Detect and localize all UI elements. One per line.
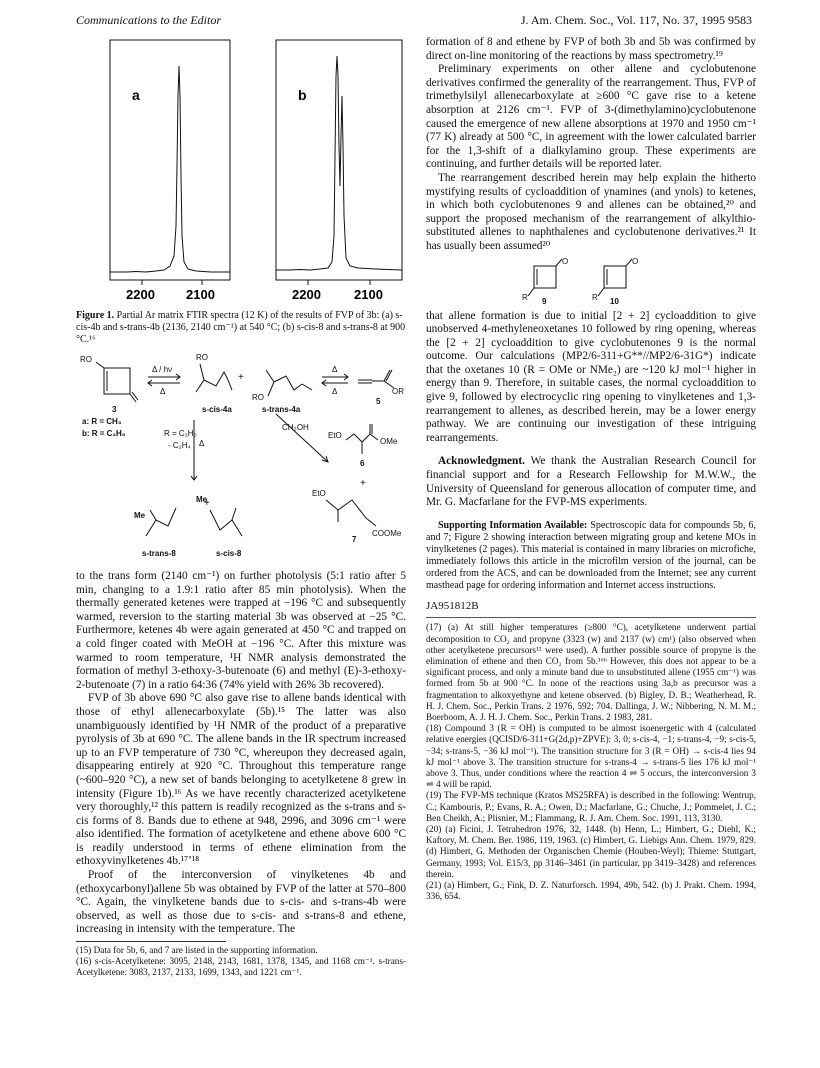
footnote-rule-left	[76, 941, 226, 942]
spectrum-a-trace	[110, 66, 230, 272]
scheme-label-3: 3	[112, 405, 117, 414]
cyclobutenone-3-ring	[104, 368, 130, 394]
scheme-label-hv: Δ / hν	[152, 365, 173, 374]
scheme-label-ro3: RO	[252, 393, 264, 402]
scheme-label-4a-cis: s-cis-4a	[202, 405, 232, 414]
scheme-label-me2: Me	[134, 511, 146, 520]
tick-label-b-2200: 2200	[292, 287, 321, 302]
structures-9-10	[426, 256, 756, 308]
panel-b-label: b	[298, 87, 307, 103]
left-column	[76, 36, 406, 979]
scheme-label-delta4: Δ	[199, 439, 205, 448]
acknowledgment-text: We thank the Australian Research Council for financial support and for a Research Fellowship for M.W.W., the University of Queensland for generous allocation of computer time, and Mr. G. Macfarlane for the FVP-MS experiments.	[426, 455, 756, 509]
structure-9-label: 9	[542, 296, 547, 306]
scheme-label-5: 5	[376, 397, 381, 406]
footnote-15: (15) Data for 5b, 6, and 7 are listed in the supporting information.	[76, 945, 318, 956]
running-header-left: Communications to the Editor	[76, 13, 221, 27]
left-paragraph-1: to the trans form (2140 cm⁻¹) on further photolysis (5:1 ratio after 5 min, changing to a 1.9:1 ratio after 85 min photolysis). When the thermally generated ketenes were trapped at −196 °C and subsequently warmed, reversion to the starting material 3b was observed at −25 °C. Furthermore, ketenes 4b were again generated at 450 °C and trapped on a cold finger coated with MeOH at −196 °C. After this mixture was warmed to room temperature, ¹H NMR analysis demonstrated the formation of methyl 3-ethoxy-3-butenoate (6) and methyl (E)-3-ethoxy-2-butenoate (7) in a ratio 64:36 (74% yield with 26% 3b recovered).	[76, 570, 406, 691]
structure-9-r: R	[522, 292, 528, 302]
tick-label-a-2100: 2100	[186, 287, 215, 302]
scheme-plus1: +	[238, 372, 244, 383]
running-header-right: J. Am. Chem. Soc., Vol. 117, No. 37, 1995 9583	[520, 13, 752, 27]
left-paragraph-3: Proof of the interconversion of vinylketenes 4b and (ethoxycarbonyl)allene 5b was obtained by FVP of the latter at 570–800 °C. Again, the vinylketene bands due to s-cis- and s-trans-4b were observed, as well as those due to s-cis- and s-trans-8 and ethene, increasing in intensity with the temperature. The	[76, 869, 406, 936]
scheme-label-ro1: RO	[80, 355, 92, 364]
right-paragraph-4: that allene formation is due to initial [2 + 2] cycloaddition to give unobserved 4-methyleneoxetanes 10 followed by ring opening, whereas the [2 + 2] cycloaddition to give cyclobutenones 9 is the normal outcome. Our calculations (MP2/6-311+G**//MP2/6-31G*) indicate that the oxetanes 10 (R = OMe or NMe₂) are ~120 kJ mol⁻¹ higher in energy than 9. Therefore, in suitable cases, the normal cycloaddition to give 9, followed by electrocyclic ring opening to vinylketenes and 1,3-rearrangement to allenes, as described herein, may be a lower energy pathway. We are continuing our investigation of these intriguing rearrangements.	[426, 309, 756, 444]
figure-1-spectra	[76, 36, 406, 308]
figure-1-caption-text: Partial Ar matrix FTIR spectra (12 K) of the results of FVP of 3b: (a) s-cis-4b and s-trans-4b (2136, 2140 cm⁻¹) at 540 °C; (b) s-cis-8 and s-trans-8 at 900 °C.¹⁶	[76, 310, 406, 345]
tick-label-a-2200: 2200	[126, 287, 155, 302]
scheme-label-8-trans: s-trans-8	[142, 549, 176, 558]
structure-9-o: O	[562, 256, 569, 266]
scheme-label-delta3: Δ	[332, 387, 338, 396]
scheme-label-coome: COOMe	[372, 529, 402, 538]
scheme-label-me1: Me	[196, 495, 208, 504]
right-column	[426, 36, 756, 902]
structure-10-o: O	[632, 256, 639, 266]
scheme-label-eto1: EtO	[328, 431, 342, 440]
supporting-info	[426, 520, 756, 592]
scheme-label-ra: a: R = CH₃	[82, 417, 122, 426]
right-paragraph-2: Preliminary experiments on other allene and cyclobutenone derivatives confirmed the generality of the rearrangement. Thus, FVP of trimethylsilyl allenecarboxylate at ≥600 °C gave rise to a ketene absorption at 2126 cm⁻¹. FVP of 3-(dimethylamino)cyclobutenone caused the emergence of new allene absorptions at 1970 and 1950 cm⁻¹ (77 K) already at 500 °C, in agreement with the lower calculated barrier for the 1,3-shift of a dialkylamino group. These experiments are continuing, and further details will be reported later.	[426, 63, 756, 171]
scheme-label-rb: b: R = C₂H₅	[82, 429, 126, 438]
footnote-21: (21) (a) Himbert, G.; Fink, D. Z. Naturforsch. 1994, 49b, 542. (b) J. Prakt. Chem. 1994, 336, 654.	[426, 880, 756, 902]
scheme-label-delta2: Δ	[332, 365, 338, 374]
scheme-label-6: 6	[360, 459, 365, 468]
tick-label-b-2100: 2100	[354, 287, 383, 302]
right-paragraph-1: formation of 8 and ethene by FVP of both 3b and 5b was confirmed by direct on-line monitoring of the reactions by mass spectrometry.¹⁹	[426, 36, 756, 62]
footnote-19: (19) The FVP-MS technique (Kratos MS25RFA) is described in the following: Wentrup, C.; Kambouris, P.; Evans, R. A.; Owen, D.; Macfarlane, G.; Chuche, J.; Pommelet, J. C.; Ben Cheikh, A.; Plisnier, M.; Flammang, R. J. Am. Chem. Soc. 1991, 113, 3130.	[426, 790, 756, 823]
scheme-label-8-cis: s-cis-8	[216, 549, 242, 558]
footnote-16: (16) s-cis-Acetylketene: 3095, 2148, 2143, 1681, 1378, 1345, and 1168 cm⁻¹. s-trans-Acetylketene: 3083, 2137, 2133, 1699, 1343, and 1221 cm⁻¹.	[76, 956, 406, 978]
manuscript-id: JA951812B	[426, 599, 479, 612]
scheme-label-eto2: EtO	[312, 489, 326, 498]
footnote-18: (18) Compound 3 (R = OH) is computed to be almost isoenergetic with 4 (calculated relative energies (QCISD/6-311+G(2d,p)+ZPVE): 3, 0; s-cis-4, −1; s-trans-4, −9; s-cis-5, −34; s-trans-5, −36 kJ mol⁻¹). The transition structure for 3 (R = OH) → s-cis-4 lies 94 kJ mol⁻¹ above 3. The transition structure for s-trans-4 → s-trans-5 lies 176 kJ mol⁻¹ above 3. Thus, under conditions where the reaction 4 ⇌ 5 occurs, the interconversion 3 ⇌ 4 will be rapid.	[426, 723, 756, 790]
scheme-label-delta1: Δ	[160, 387, 166, 396]
scheme-label-4a-trans: s-trans-4a	[262, 405, 301, 414]
structure-10-r: R	[592, 292, 598, 302]
left-paragraph-2: FVP of 3b above 690 °C also gave rise to allene bands identical with those of ethyl allenecarboxylate (5b).¹⁵ The latter was also unambiguously identified by ¹H NMR of the product of a preparative pyrolysis of 3b at 690 °C. The allene bands in the IR spectrum increased up to an FVP temperature of 730 °C, whereupon they decreased again, disappearing entirely at 920 °C. Throughout this temperature range (~600–920 °C), a new set of bands belonging to acetylketene 8 grew in intensity (Figure 1b).¹⁶ As we have recently characterized acetylketene very thoroughly,¹² this pattern is readily recognized as the s-trans and s-cis forms of 8. Bands due to ethene at 948, 2996, and 3096 cm⁻¹ were also identified. The formation of acetylketene and ethene above 600 °C is readily understood in terms of ethene elimination from the ethoxyvinylketenes 4b.¹⁷ʼ¹⁸	[76, 692, 406, 868]
supporting-info-heading: Supporting Information Available:	[438, 519, 588, 531]
figure-1-caption	[76, 310, 406, 346]
structure-10-label: 10	[610, 296, 619, 306]
scheme-label-meoh: CH₃OH	[282, 423, 309, 432]
scheme-label-7: 7	[352, 535, 357, 544]
scheme-plus2: +	[360, 478, 366, 489]
spectrum-b-trace	[276, 56, 402, 270]
figure-1-caption-label: Figure 1.	[76, 310, 115, 321]
footnote-rule-right	[426, 617, 756, 618]
supporting-info-text: Spectroscopic data for compounds 5b, 6, and 7; Figure 2 showing interaction between migrating group and ketene MOs in vinylketenes (2 pages). This material is contained in many libraries on microfiche, immediately follows this article in the microfilm version of the journal, can be ordered from the ACS, and can be downloaded from the Internet; see any current masthead page for ordering information and Internet access instructions.	[426, 519, 756, 591]
scheme-label-or: OR	[392, 387, 404, 396]
scheme-label-ome: OMe	[380, 437, 398, 446]
footnote-17: (17) (a) At still higher temperatures (≥800 °C), acetylketene underwent partial decomposition to CO₂ and propyne (3323 (w) and 2137 (w) cm¹) (also observed when other acetylketene precursors¹² were used). A further possible source of propyne is the elimination of ethene and then CO₂ from 5b.¹⁶ᵇ However, this does not appear to be a significant process, and only a minute band due to unsubstituted allene (1955 cm⁻¹) was formed from 5b at 900 °C. In none of the reactions using 3a,b as precursor was a fragmentation to alkoxyethyne and ketene observed. (b) Bigley, D. B.; Weatherhead, R. H. J. Chem. Soc., Perkin Trans. 2 1976, 592; 704. Dallinga, J. W.; Nibbering, N. M. M.; Boerboom, A. J. H. J. Chem. Soc., Perkin Trans. 2 1983, 281.	[426, 622, 756, 723]
scheme-label-r1: R = C₂H₅	[164, 429, 197, 438]
footnote-20: (20) (a) Ficini, J. Tetrahedron 1976, 32, 1448. (b) Henn, L.; Himbert, G.; Diehl, K.; Kaftory, M. Chem. Ber. 1986, 119, 1963. (c) Himbert, G. Liebigs Ann. Chem. 1979, 829. (d) Himbert, G. Methoden der Organischen Chemie (Houben-Weyl); Thieme: Stuttgart, Germany, 1993; Vol. E15/3, pp 3146–3461 (in particular, pp 3419–3428) and references therein.	[426, 824, 756, 879]
panel-a-label: a	[132, 87, 140, 103]
scheme-plus3: +	[204, 498, 210, 509]
acknowledgment	[426, 455, 756, 509]
reaction-scheme	[76, 350, 406, 566]
panel-a-frame	[110, 40, 230, 280]
acknowledgment-heading: Acknowledgment.	[438, 455, 525, 468]
scheme-label-r2: - C₂H₄	[168, 441, 191, 450]
scheme-label-ro2: RO	[196, 353, 208, 362]
right-paragraph-3: The rearrangement described herein may help explain the hitherto mystifying results of cycloaddition of ynamines (and ynols) to ketenes, in which both cyclobutenones 9 and allenes can be obtained,²⁰ and support the proposed mechanism of the rearrangement of alkylthio-substituted allenes to naphthalenes and cyclobutenone derivatives.²¹ It has usually been assumed²⁰	[426, 171, 756, 252]
